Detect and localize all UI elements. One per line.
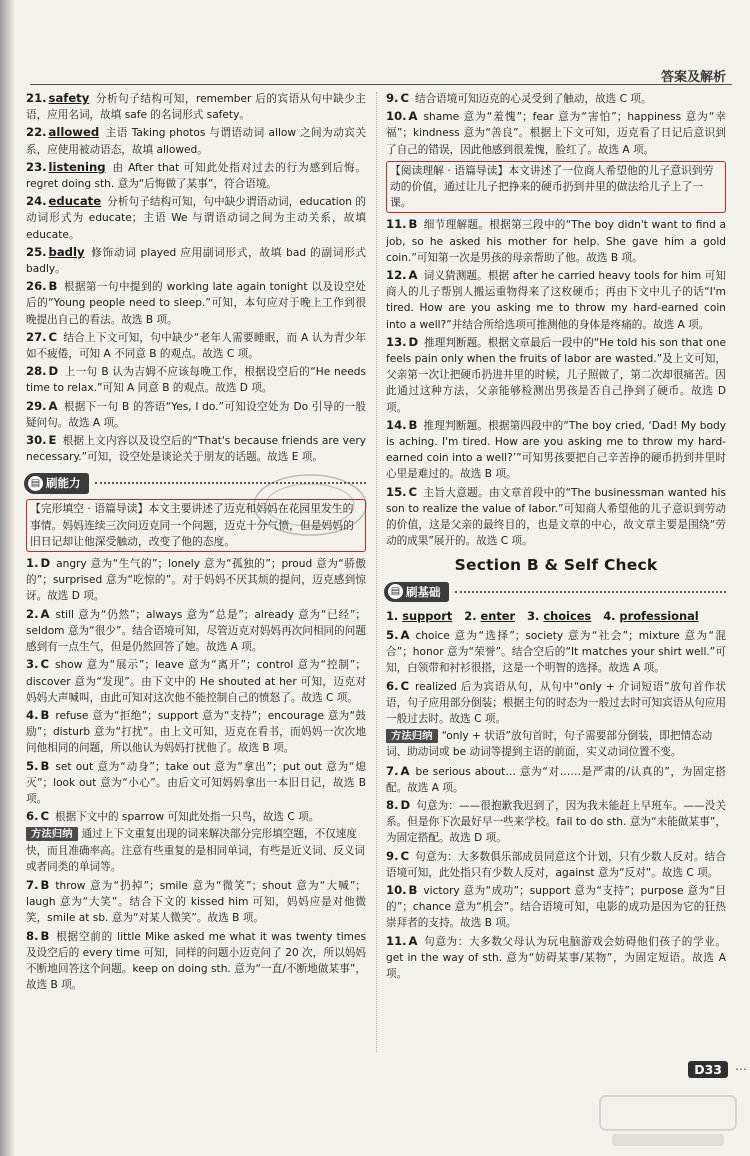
- item-number: 4.: [26, 707, 39, 722]
- item-answer: safety: [48, 91, 90, 105]
- item-answer: allowed: [48, 125, 100, 140]
- left-items-b: [26, 555, 366, 825]
- item-number: 7.: [386, 763, 399, 778]
- item-number: 28.: [26, 364, 47, 379]
- item-explanation: 句意为：大多数俱乐部成员同意这个计划，只有少数人反对。结合语境可知，此处指只有少数人反对，against 意为“反对”。故选 C 项。: [386, 850, 726, 879]
- item-answer: A: [40, 606, 50, 621]
- item-explanation: 结合语境可知迈克的心灵受到了触动，故选 C 项。: [415, 93, 652, 105]
- item-explanation: 根据第一句中提到的 working late again tonight 以及设空处后的“Young people need to sleep.”可知，本句应对于晚上工作到很晚提出自己的看法。故选 B 项。: [26, 281, 366, 326]
- item-answer: A: [48, 398, 58, 413]
- item-answer: badly: [48, 244, 85, 259]
- item-number: 10.: [386, 882, 407, 897]
- item-answer: support: [402, 608, 453, 623]
- header-title: 答案及解析: [660, 70, 726, 85]
- reading-guide: 【阅读理解 · 语篇导读】本文讲述了一位商人希望他的儿子意识到劳动的价值，通过让儿子把挣来的硬币扔到井里的做法给儿子上了一课。: [386, 161, 726, 214]
- item-explanation: angry 意为“生气的”；lonely 意为“孤独的”；proud 意为“骄傲的”；surprised 意为“吃惊的”。对于妈妈不厌其烦的提问，迈克感到惊讶。故选 D 项。: [26, 558, 366, 603]
- item-explanation: 根据下文中的 sparrow 可知此处指一只鸟，故选 C 项。: [55, 811, 320, 824]
- item-answer: C: [408, 484, 418, 499]
- item-explanation: 分析句子结构可知，remember 后的宾语从句中缺少主语，应用名词，故填 safe 的名词形式 safety。: [26, 93, 366, 122]
- item-answer: A: [400, 763, 410, 778]
- answer-item: [386, 90, 726, 107]
- item-number: 5.: [26, 758, 39, 773]
- item-answer: C: [40, 809, 49, 824]
- item-explanation: be serious about… 意为“对……是严肃的/认真的”，为固定搭配。故选 A 项。: [386, 765, 726, 794]
- banner-badge: [24, 473, 89, 493]
- item-number: 10.: [386, 109, 407, 124]
- item-answer: C: [400, 678, 409, 693]
- left-column: [26, 90, 366, 994]
- answer-item: [26, 329, 366, 362]
- answer-item: [386, 797, 726, 847]
- book-icon: ▤: [28, 476, 43, 491]
- item-explanation: 细节理解题。根据第三段中的“The boy didn't want to find a job, so he asked his mother for help. She gave him a gold coin.”可知第一次是男孩的母亲帮助了他。故选 B 项。: [386, 219, 726, 264]
- right-items-b: [386, 216, 726, 549]
- item-number: 27.: [26, 329, 47, 344]
- section-title: Section B & Self Check: [454, 556, 658, 575]
- answer-item: [26, 398, 366, 431]
- item-number: 3.: [26, 657, 39, 672]
- item-number: 8.: [26, 928, 39, 943]
- item-explanation: 句意为：大多数父母认为玩电脑游戏会妨碍他们孩子的学业。get in the way of sth. 意为“妨碍某事/某物”，为固定短语。故选 A 项。: [386, 935, 726, 980]
- answer-item: [26, 363, 366, 396]
- item-explanation: 根据上文内容以及设空后的“That's because friends are very necessary.”可知，设空处是谈论关于朋友的话题。故选 E 项。: [26, 435, 366, 464]
- item-answer: D: [408, 334, 419, 349]
- item-explanation: 主语 Taking photos 与谓语动词 allow 之间为动宾关系，应使用被动语态，故填 allowed。: [26, 127, 366, 156]
- answer-item: [26, 124, 366, 157]
- answer-item: [26, 244, 366, 277]
- item-explanation: realized 后为宾语从句，从句中“only + 介词短语”放句首作状语，句子应用部分倒装；根据主句的时态为一般过去时可知宾语从句应用一般过去时。故选 C 项。: [386, 680, 726, 725]
- answer-item: [26, 656, 366, 706]
- item-answer: E: [48, 433, 57, 448]
- item-explanation: 词义猜测题。根据 after he carried heavy tools for him 可知商人的儿子帮别人搬运重物得来了这枚硬币；再由下文中儿子的话“I'm tired. How are you asking me to throw my hard-earned coin into a well?”并结合所给选项可推测他的身体是疼痛的。故选 A 项。: [386, 270, 726, 331]
- item-number: 2.: [26, 606, 39, 621]
- item-number: 24.: [26, 194, 47, 209]
- site-watermark-logo: [598, 1090, 738, 1150]
- item-number: 21.: [26, 91, 47, 105]
- answer-item: [26, 159, 366, 192]
- item-explanation: refuse 意为“拒绝”；support 意为“支持”；encourage 意为“鼓励”；disturb 意为“打扰”。由上文可知，迈克在看书，而妈妈一次次地问他相同的问题，所以他认为妈妈打扰他了。故选 B 项。: [26, 709, 366, 755]
- answer-item: [386, 267, 726, 333]
- header-rule: [30, 84, 732, 85]
- item-number: 25.: [26, 244, 47, 259]
- item-explanation: 主旨大意题。由文章首段中的“The businessman wanted his son to realize the value of labor.”可知商人希望他的儿子意识到劳动的价值，这是父亲的最终目的，也是文章的中心，故文章主要是围绕“劳动的成果”展开的。故选 C 项。: [386, 486, 726, 548]
- item-number: 2.: [464, 608, 477, 623]
- answer-item: [26, 808, 366, 825]
- answer-item: [26, 278, 366, 328]
- answer-item: [26, 877, 366, 927]
- item-answer: C: [40, 657, 49, 672]
- item-explanation: 推理判断题。根据第四段中的“The boy cried, ‘Dad! My body is aching. I'm tired. How are you asking me to throw my hard-earned coin into a well?’”可知男孩要把自己辛苦挣的硬币扔到井里时心里是难过的。故选 B 项。: [386, 419, 726, 481]
- item-explanation: 由 After that 可知此处指对过去的行为感到后悔。regret doing sth. 意为“后悔做了某事”，符合语境。: [26, 161, 366, 191]
- item-answer: B: [48, 279, 58, 294]
- banner-label: 刷能力: [46, 476, 81, 491]
- fill-in-answers: [386, 608, 726, 624]
- answer-item: [386, 334, 726, 416]
- item-number: 8.: [386, 797, 399, 812]
- item-answer: D: [40, 556, 51, 571]
- item-answer: B: [408, 882, 418, 897]
- answer-item: [26, 707, 366, 757]
- answer-item: [26, 758, 366, 808]
- method-label: 方法归纳: [386, 729, 438, 743]
- answer-item: [386, 763, 726, 796]
- item-explanation: shame 意为“羞愧”；fear 意为“害怕”；happiness 意为“幸福”；kindness 意为“善良”。根据上下文可知，迈克看了日记后意识到了自己的错误，因此他感到很羞愧，脸红了。故选 A 项。: [386, 111, 726, 156]
- item-number: 9.: [386, 91, 399, 105]
- banner-badge: [384, 582, 449, 602]
- item-number: 3.: [527, 608, 540, 623]
- item-answer: B: [40, 758, 50, 773]
- item-explanation: 推理判断题。根据文章最后一段中的“He told his son that one feels pain only when the fruits of labor are wasted.”及上文可知，父亲第一次让把硬币扔进井里的时候，儿子照做了，第二次却很痛苦。因此通过这种方法，父亲能够检测出男孩是否自己挣到了硬币。故选 D 项。: [386, 336, 726, 414]
- answer-item: [386, 848, 726, 881]
- item-answer: choices: [543, 608, 592, 623]
- item-explanation: 根据下一句 B 的答语“Yes, I do.”可知设空处为 Do 引导的一般疑问句。故选 A 项。: [26, 400, 366, 429]
- item-number: 12.: [386, 268, 407, 283]
- right-items-d: [386, 763, 726, 983]
- item-answer: D: [48, 364, 59, 379]
- item-number: 4.: [603, 608, 616, 623]
- answer-item: [386, 627, 726, 677]
- book-spine-shadow: [0, 0, 14, 1156]
- column-divider: [376, 92, 377, 1052]
- item-explanation: 上一句 B 认为吉姆不应该每晚工作，根据设空后的“He needs time to relax.”可知 A 同意 B 的观点。故选 D 项。: [26, 366, 366, 395]
- method-label: 方法归纳: [26, 827, 78, 841]
- item-answer: C: [400, 91, 409, 105]
- item-number: 1.: [26, 556, 39, 571]
- item-answer: A: [408, 109, 418, 124]
- item-explanation: victory 意为“成功”；support 意为“支持”；purpose 意为“目的”；chance 意为“机会”。结合语境可知，电影的成功是因为它的狂热崇拜者的支持。故选 B 项。: [386, 884, 726, 930]
- answer-item: [26, 90, 366, 123]
- item-number: 13.: [386, 334, 407, 349]
- item-explanation: 句意为：——很抱歉我迟到了，因为我未能赶上早班车。——没关系。但是你下次最好早一些来学校。fail to do sth. 意为“未能做某事”，为固定搭配。故选 D 项。: [386, 799, 726, 845]
- item-number: 30.: [26, 433, 47, 448]
- left-items-c: [26, 877, 366, 993]
- item-number: 1.: [386, 608, 399, 623]
- answer-item: [386, 882, 726, 932]
- method-summary: [26, 826, 366, 875]
- page-number: D33: [688, 1061, 728, 1078]
- item-number: 5.: [386, 627, 399, 642]
- item-number: 26.: [26, 279, 47, 294]
- item-number: 6.: [26, 809, 39, 824]
- item-answer: C: [400, 848, 409, 863]
- item-answer: B: [40, 928, 50, 943]
- item-explanation: set out 意为“动身”；take out 意为“拿出”；put out 意为“熄灭”；look out 意为“小心”。由后文可知妈妈拿出一本旧日记，故选 B 项。: [26, 760, 366, 805]
- decorative-dots: ⋯: [735, 1062, 748, 1076]
- item-answer: B: [408, 417, 418, 432]
- right-column: [386, 90, 726, 983]
- right-items-a: [386, 90, 726, 158]
- item-number: 22.: [26, 125, 47, 140]
- item-answer: professional: [619, 608, 699, 623]
- item-explanation: show 意为“展示”；leave 意为“离开”；control 意为“控制”；discover 意为“发现”。由下文中的 He shouted at her 可知，迈克对妈妈大声喊叫，由此可知对这次他不能控制自己的愤怒了。故选 C 项。: [26, 659, 366, 704]
- left-items-a: [26, 90, 366, 465]
- item-answer: A: [400, 627, 410, 642]
- method-text: 通过上下文重复出现的词来解决部分完形填空题，不仅速度快，而且准确率高。注意有些重复的是相同单词，有些是近义词、反义词或者同类的单词等。: [26, 828, 365, 873]
- answer-item: [386, 484, 726, 550]
- answer-item: [386, 417, 726, 483]
- banner-dotted-line: [455, 591, 727, 593]
- item-explanation: still 意为“仍然”；always 意为“总是”；already 意为“已经”；seldom 意为“很少”。结合语境可知，尽管迈克对妈妈再次问相同的问题感到有一点生气，但是仍然回答了她。故选 A 项。: [26, 608, 366, 654]
- item-answer: B: [40, 877, 50, 892]
- item-answer: B: [40, 707, 50, 722]
- book-icon: ▤: [388, 584, 403, 599]
- item-explanation: 根据空前的 little Mike asked me what it was twenty times 及设空后的 every time 可知，同样的问题小迈克问了 20 次，所以妈妈不断地回答这个问题。keep on doing sth. 意为“一直/不断地做某事”，故选 B 项。: [26, 930, 366, 992]
- cloze-guide: 【完形填空 · 语篇导读】本文主要讲述了迈克和妈妈在花园里发生的事情。妈妈连续三次问迈克同一个问题，迈克十分气愤，但是妈妈的旧日记却让他深受触动，改变了他的态度。: [26, 499, 366, 552]
- answer-item: [26, 928, 366, 994]
- item-number: 9.: [386, 848, 399, 863]
- item-number: 7.: [26, 877, 39, 892]
- answer-item: [26, 555, 366, 605]
- answer-item: [386, 216, 726, 266]
- item-answer: A: [408, 268, 418, 283]
- item-explanation: 修饰动词 played 应用副词形式，故填 bad 的副词形式 badly。: [26, 246, 366, 276]
- item-explanation: 分析句子结构可知，句中缺少谓语动词，education 的动词形式为 educate；主语 We 与谓语动词之间为主动关系，故填 educate。: [26, 196, 366, 241]
- answer-item: [386, 933, 726, 983]
- answer-item: [26, 432, 366, 465]
- item-number: 6.: [386, 678, 399, 693]
- answer-item: [386, 678, 726, 728]
- item-number: 14.: [386, 417, 407, 432]
- item-explanation: 结合上下文可知，句中缺少“老年人需要睡眠，而 A 认为青少年如不疲倦，可知 A 不同意 B 的观点。故选 C 项。: [26, 331, 366, 361]
- banner-label: 刷基础: [406, 584, 441, 599]
- item-answer: educate: [48, 194, 102, 209]
- item-number: 11.: [386, 933, 407, 948]
- item-explanation: throw 意为“扔掉”；smile 意为“微笑”；shout 意为“大喊”；laugh 意为“大笑”。结合下文的 kissed him 可知，妈妈应是对他微笑，smile at sb. 意为“对某人微笑”。故选 B 项。: [26, 879, 366, 925]
- method-summary: [386, 728, 726, 760]
- item-answer: C: [48, 329, 58, 344]
- right-items-c: [386, 627, 726, 727]
- item-number: 29.: [26, 398, 47, 413]
- item-number: 15.: [386, 484, 407, 499]
- item-answer: listening: [48, 159, 106, 174]
- item-number: 11.: [386, 217, 407, 232]
- answer-item: [386, 108, 726, 158]
- answer-item: [26, 606, 366, 656]
- item-answer: B: [408, 217, 418, 232]
- item-number: 23.: [26, 159, 47, 174]
- item-explanation: choice 意为“选择”；society 意为“社会”；mixture 意为“混合”；honor 意为“荣誉”。结合空后的“It matches your shirt well.”可知，白领带和衬衫很搭，这是一个明智的选择。故选 A 项。: [386, 629, 726, 675]
- answer-item: [26, 193, 366, 243]
- stamp-watermark: [250, 470, 370, 540]
- section-banner-basics: [384, 580, 726, 604]
- method-text: “only + 状语”放句首时，句子需要部分倒装，即把情态动词、助动词或 be 动词等提到主语的前面，实义动词位置不变。: [386, 730, 713, 759]
- item-answer: D: [400, 797, 411, 812]
- item-answer: A: [408, 933, 418, 948]
- item-answer: enter: [480, 608, 516, 623]
